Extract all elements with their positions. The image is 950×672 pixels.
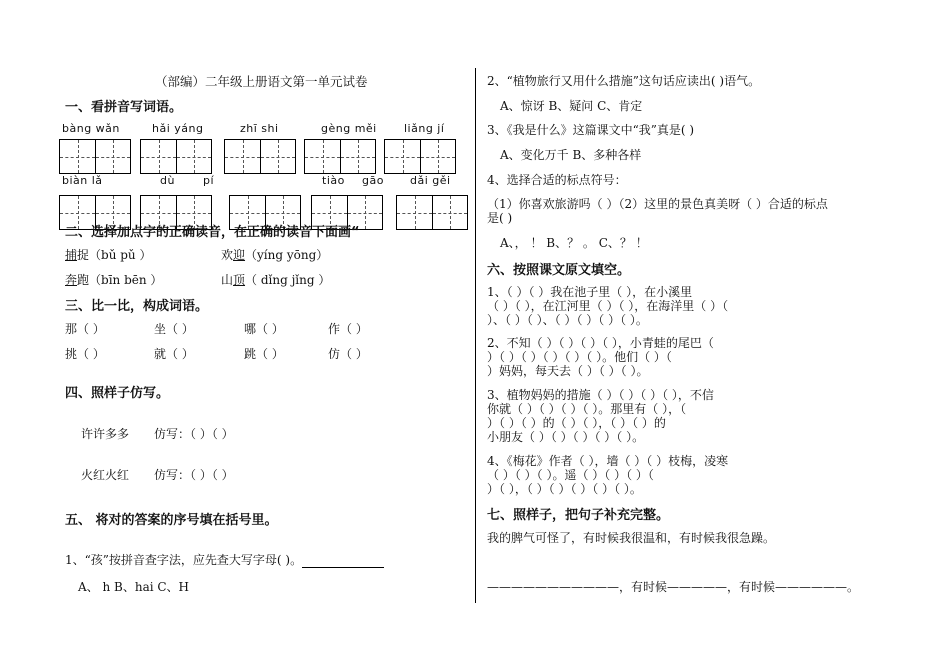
fill-line[interactable]: 2、不知（ ）（ ）（ ）（ ），小青蛙的尾巴（ [487,336,714,350]
column-divider [475,68,476,603]
fill-line[interactable]: ）妈妈，每天去（ ）（ ）（ ）。 [487,364,649,378]
writing-grid[interactable] [304,139,376,174]
example-word: 火红火红 [81,468,130,482]
question-3: 3、《我是什么》这篇课文中“我”真是( ) [487,123,695,137]
reading-choice[interactable]: 捕捉（bǔ pǔ ） [65,248,152,262]
question-2-options[interactable]: A、惊讶 B、疑问 C、肯定 [500,99,643,113]
section2-heading: 二、选择加点字的正确读音，在正确的读音下面画“ [65,225,360,240]
fill-line[interactable]: 你就（ ）（ ）（ ）（ ）。那里有（ ），（ [487,402,687,416]
fill-line[interactable]: 小朋友（ ）（ ）（ ）（ ）（ ）。 [487,430,645,444]
pinyin-label: pí [203,174,215,187]
question-4-text: （1）你喜欢旅游吗（ ）（2）这里的景色真美呀（ ）合适的标点 [487,197,828,211]
writing-grid[interactable] [224,139,296,174]
pinyin-label: biàn lǎ [62,174,103,187]
fill-line[interactable]: ）（ ），（ ）（ ）（ ）（ ）（ ）。 [487,482,642,496]
reading-choice[interactable]: 奔跑（bīn bēn ） [65,273,163,287]
pinyin-label: liǎng jí [404,122,445,135]
pinyin-label: dù [160,174,175,187]
writing-grid[interactable] [396,195,468,230]
section6-heading: 六、按照课文原文填空。 [487,263,631,278]
section1-heading: 一、看拼音写词语。 [65,100,183,115]
pinyin-label: hǎi yáng [152,122,204,135]
question-4-text: 是( ) [487,211,513,225]
fill-line[interactable]: 3、植物妈妈的措施（ ）（ ）（ ）（ ），不信 [487,388,714,402]
word-blank[interactable]: 哪（ ） [244,322,284,336]
pinyin-label: gāo [362,174,384,187]
writing-grid[interactable] [384,139,456,174]
question-1-options[interactable]: A、 h B、hai C、H [78,580,190,594]
question-2: 2、“植物旅行又用什么措施”这句话应读出( )语气。 [487,74,761,88]
pinyin-label: bàng wǎn [62,122,120,135]
writing-grid[interactable] [59,139,131,174]
word-blank[interactable]: 跳（ ） [244,347,284,361]
example-word: 许许多多 [81,427,130,441]
section7-heading: 七、照样子，把句子补充完整。 [487,508,670,523]
fill-line[interactable]: （ ）（ ）（ ）。遥（ ）（ ）（ ）（ [487,468,654,482]
sentence-blank[interactable]: ———————————，有时候—————，有时候——————。 [487,580,860,594]
word-blank[interactable]: 就（ ） [154,347,194,361]
fill-line[interactable]: ）（ ）（ ）（ ）（ ）（ ）。他们（ ）（ [487,350,672,364]
question-1: 1、“孩”按拼音查字法，应先查大写字母( )。 [65,551,384,568]
imitation-blank[interactable]: 仿写：（ ）（ ） [154,427,234,441]
pinyin-label: tiào [322,174,345,187]
question-3-options[interactable]: A、变化万千 B、多种各样 [500,148,642,162]
reading-choice[interactable]: 山顶（ dǐng jǐng ） [221,273,331,287]
question-4-options[interactable]: A、， ！ B、？ 。 C、？ ！ [500,236,648,250]
question-4: 4、选择合适的标点符号： [487,173,627,187]
fill-line[interactable]: （ ）（ ），在江河里（ ）（ ），在海洋里（ ）（ [487,299,729,313]
pinyin-label: zhī shi [240,122,279,135]
imitation-blank[interactable]: 仿写：（ ）（ ） [154,468,234,482]
section4-heading: 四、照样子仿写。 [65,386,170,401]
pinyin-label: dǎi gěi [410,174,451,187]
example-sentence: 我的脾气可怪了，有时候我很温和，有时候我很急躁。 [487,531,776,545]
word-blank[interactable]: 坐（ ） [154,322,194,336]
page-title: （部编）二年级上册语文第一单元试卷 [155,74,368,89]
word-blank[interactable]: 作（ ） [328,322,368,336]
fill-line[interactable]: ）（ ）（ ）的（ ）（ ），（ ）（ ）的 [487,416,666,430]
word-blank[interactable]: 那（ ） [65,322,105,336]
writing-grid[interactable] [140,139,212,174]
reading-choice[interactable]: 欢迎（yíng yōng） [221,248,329,262]
fill-line[interactable]: 1、（ ）（ ）我在池子里（ ），在小溪里 [487,285,693,299]
word-blank[interactable]: 挑（ ） [65,347,105,361]
word-blank[interactable]: 仿（ ） [328,347,368,361]
section3-heading: 三、比一比，构成词语。 [65,299,209,314]
pinyin-label: gèng měi [321,122,377,135]
section5-heading: 五、 将对的答案的序号填在括号里。 [65,513,278,528]
fill-line[interactable]: 4、《梅花》作者（ ），墙（ ）（ ）枝梅，凌寒 [487,454,729,468]
fill-line[interactable]: ）、（ ）（ ）、（ ）（ ）（ ）（ ）。 [487,313,648,327]
